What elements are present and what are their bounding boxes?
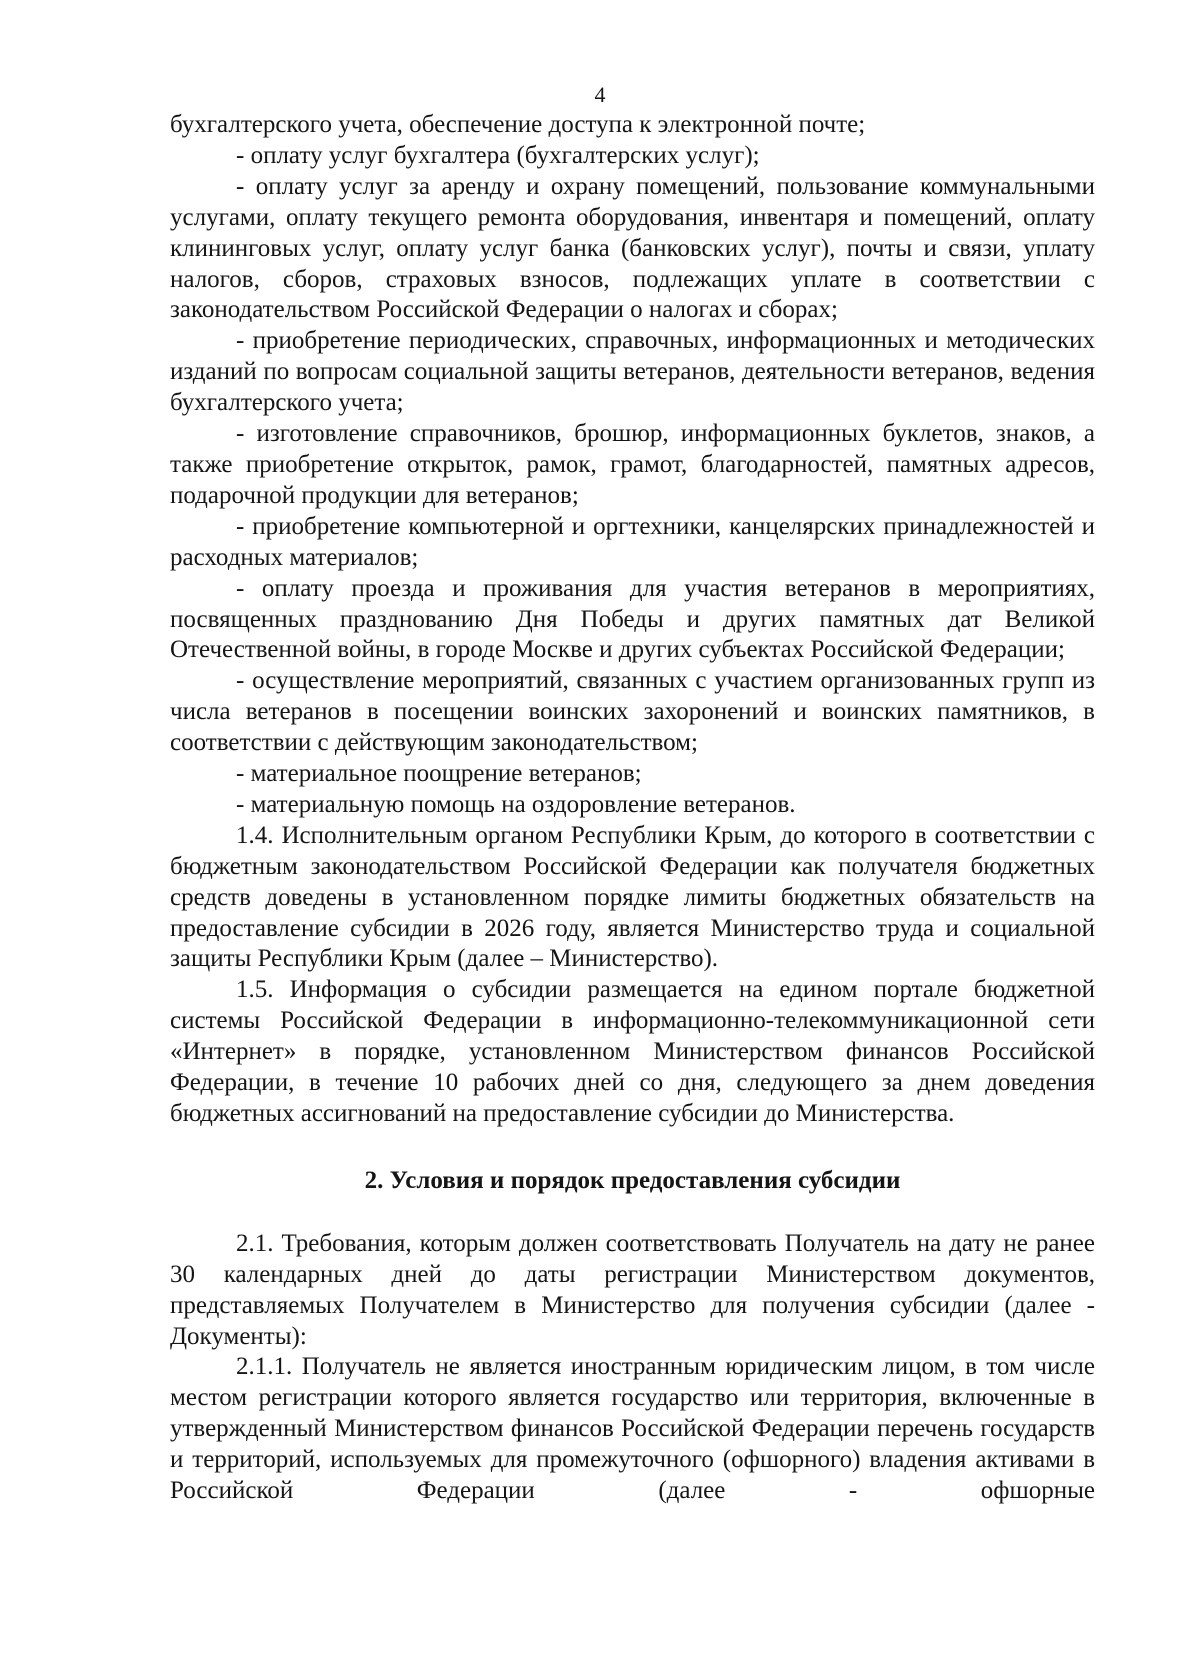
section-title: 2. Условия и порядок предоставления субсидии	[364, 1166, 901, 1194]
paragraph-2-1: 2.1. Требования, которым должен соответствовать Получатель на дату не ранее 30 календарных дней до даты регистрации Министерством документов, представляемых Получателем в Министерство для получения субсидии (далее - Документы):	[170, 1229, 1095, 1350]
list-item: - осуществление мероприятий, связанных с участием организованных групп из числа ветеранов в посещении воинских захоронений и воинских памятников, в соответствии с действующим законодательством;	[170, 667, 1095, 757]
page-number: 4	[594, 82, 606, 107]
list-item: - приобретение компьютерной и оргтехники, канцелярских принадлежностей и расходных материалов;	[170, 512, 1095, 571]
paragraph: бухгалтерского учета, обеспечение доступа к электронной почте;	[170, 111, 866, 138]
list-item: - изготовление справочников, брошюр, информационных буклетов, знаков, а также приобретение открыток, рамок, грамот, благодарностей, памятных адресов, подарочной продукции для ветеранов;	[170, 420, 1095, 509]
paragraph-1-5: 1.5. Информация о субсидии размещается на едином портале бюджетной системы Российской Федерации в информационно-телекоммуникационной сети «Интернет» в порядке, установленном Министерством финансов Российской Федерации, в течение 10 рабочих дней со дня, следующего за днем доведения бюджетных ассигнований на предоставление субсидии до Министерства.	[170, 976, 1095, 1127]
list-item: - материальное поощрение ветеранов;	[236, 760, 642, 788]
paragraph-1-4: 1.4. Исполнительным органом Республики Крым, до которого в соответствии с бюджетным законодательством Российской Федерации как получателя бюджетных средств доведены в установленном порядке лимиты бюджетных обязательств на предоставление субсидии в 2026 году, является Министерство труда и социальной защиты Республики Крым (далее – Министерство).	[170, 821, 1095, 973]
list-item: - оплату услуг за аренду и охрану помещений, пользование коммунальными услугами, оплату текущего ремонта оборудования, инвентаря и помещений, оплату клининговых услуг, оплату услуг банка (банковских услуг), почты и связи, уплату налогов, сборов, страховых взносов, подлежащих уплате в соответствии с законодательством Российской Федерации о налогах и сборах;	[170, 172, 1095, 324]
list-item: - оплату услуг бухгалтера (бухгалтерских услуг);	[236, 141, 760, 169]
document-body	[170, 110, 1095, 1507]
list-item: - материальную помощь на оздоровление ветеранов.	[236, 790, 796, 818]
list-item: - приобретение периодических, справочных, информационных и методических изданий по вопросам социальной защиты ветеранов, деятельности ветеранов, ведения бухгалтерского учета;	[170, 327, 1095, 417]
list-item: - оплату проезда и проживания для участия ветеранов в мероприятиях, посвященных празднованию Дня Победы и других памятных дат Великой Отечественной войны, в городе Москве и других субъектах Российской Федерации;	[170, 574, 1095, 664]
paragraph-2-1-1: 2.1.1. Получатель не является иностранным юридическим лицом, в том числе местом регистрации которого является государство или территория, включенные в утвержденный Министерством финансов Российской Федерации перечень государств и территорий, используемых для промежуточного (офшорного) владения активами в Российской Федерации (далее - офшорные	[170, 1353, 1095, 1505]
